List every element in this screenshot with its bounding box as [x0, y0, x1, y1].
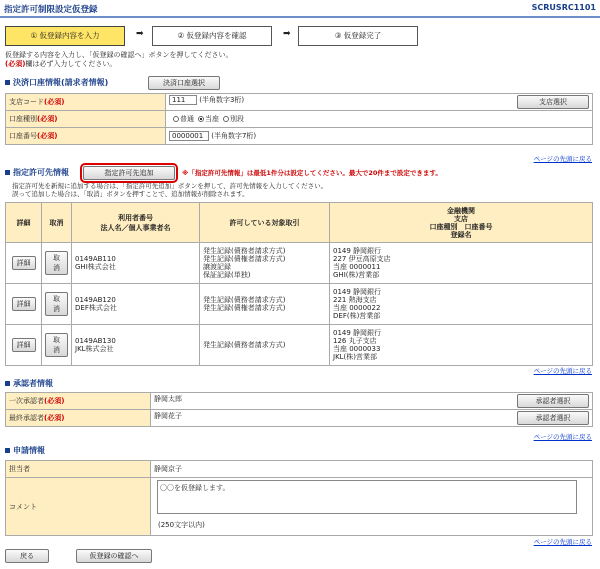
page-top-link[interactable]: ページの先頭に戻る	[533, 155, 592, 163]
detail-button[interactable]: 詳細	[12, 297, 36, 311]
confirm-button[interactable]: 仮登録の確認へ	[76, 549, 152, 563]
radio-futsu[interactable]	[173, 116, 179, 122]
page-top-link[interactable]: ページの先頭に戻る	[533, 538, 592, 546]
first-approver-value: 静岡太郎	[154, 395, 182, 403]
section-permit: 指定許可先情報	[5, 167, 69, 178]
section-settlement: 決済口座情報(請求者情報)	[5, 77, 108, 88]
section-approver: 承認者情報	[5, 378, 53, 389]
apply-table: 担当者 静岡京子 コメント	[5, 460, 593, 536]
permit-description: 指定許可先を新規に追加する場合は、「指定許可先追加」ボタンを押して、許可先情報を入力してください。 誤って追加した場合は、「取消」ボタンを押すことで、追加情報が削除されます。	[12, 182, 328, 198]
permit-warning: ※「指定許可先情報」は最低1件分は設定してください。最大で20件まで設定できます。	[182, 169, 442, 177]
back-button[interactable]: 戻る	[5, 549, 49, 563]
detail-button[interactable]: 詳細	[12, 338, 36, 352]
step-3: ③ 仮登録完了	[298, 26, 418, 46]
cancel-button[interactable]: 取消	[45, 333, 68, 357]
arrow-right-icon: ➡	[283, 29, 291, 39]
arrow-right-icon: ➡	[136, 29, 144, 39]
page-top-link[interactable]: ページの先頭に戻る	[533, 433, 592, 441]
settlement-table: 支店コード(必須) 111 (半角数字3桁) 支店選択 口座種別(必須) 普通 当座 別段 口座番号(必須) 0000001 (半角数字7桁)	[5, 93, 593, 145]
step-1: ① 仮登録内容を入力	[5, 26, 125, 46]
step-2: ② 仮登録内容を確認	[152, 26, 272, 46]
table-row: 詳細 取消 0149AB130 JKL株式会社 発生記録(債務者請求方式) 0149 静岡銀行 126 丸子支店 当座 0000033 JKL(株)営業部	[6, 325, 593, 366]
page-title: 指定許可制限設定仮登録	[4, 5, 98, 15]
table-row: 詳細 取消 0149AB120 DEF株式会社 発生記録(債務者請求方式) 発生記録(債権者請求方式) 0149 静岡銀行 221 熱海支店 当座 0000022 DEF(株)営業部	[6, 284, 593, 325]
person-value: 静岡京子	[151, 461, 593, 478]
comment-textarea[interactable]: 〇〇を仮登録します。	[157, 480, 577, 514]
screen-code: SCRUSRC1101	[531, 3, 596, 12]
radio-toza[interactable]	[198, 116, 204, 122]
detail-button[interactable]: 詳細	[12, 256, 36, 270]
cancel-button[interactable]: 取消	[45, 292, 68, 316]
final-approver-value: 静岡花子	[154, 412, 182, 420]
branch-code-input[interactable]: 111	[169, 95, 197, 105]
permit-table: 詳細 取消 利用者番号 法人名／個人事業者名 許可している対象取引 金融機関 支店 口座種別 口座番号 登録名 詳細 取消 0149AB110 GHI株式会社 発生記録(債務者請求方式) 発生記録(債権者請求方式) 譲渡記録 保証記録(単独) 0149 静岡銀行 227 伊豆高原支店 当座 0000011 GHI(株)営業部 詳細 取消 0149AB120 DEF株式会社 発生記録(債務者請求方式) 発生記録(債権者請求方式) 0149 静岡銀行 221 熱海支店 当座 0000022 DEF(株)営業部 詳細 取消 0149AB130 JKL株式会社 発生記録(債務者請求方式) 0149 静岡銀行 126 丸子支店 当座 0000033 JKL(株)営業部	[5, 202, 593, 366]
account-number-input[interactable]: 0000001	[169, 131, 209, 141]
radio-betsudan[interactable]	[223, 116, 229, 122]
final-approver-select-button[interactable]: 承認者選択	[517, 411, 589, 425]
select-account-button[interactable]: 決済口座選択	[148, 76, 220, 90]
approver-table: 一次承認者(必須) 静岡太郎 承認者選択 最終承認者(必須) 静岡花子 承認者選択	[5, 392, 593, 427]
comment-hint: (250文字以内)	[158, 521, 205, 529]
cancel-button[interactable]: 取消	[45, 251, 68, 275]
title-bar	[0, 0, 600, 18]
first-approver-select-button[interactable]: 承認者選択	[517, 394, 589, 408]
add-permit-button[interactable]: 指定許可先追加	[83, 166, 175, 180]
branch-select-button[interactable]: 支店選択	[517, 95, 589, 109]
page-top-link[interactable]: ページの先頭に戻る	[533, 367, 592, 375]
section-apply: 申請情報	[5, 445, 45, 456]
table-row: 詳細 取消 0149AB110 GHI株式会社 発生記録(債務者請求方式) 発生記録(債権者請求方式) 譲渡記録 保証記録(単独) 0149 静岡銀行 227 伊豆高原支店 当座 0000011 GHI(株)営業部	[6, 243, 593, 284]
intro-text: 仮登録する内容を入力し、「仮登録の確認へ」ボタンを押してください。 (必須)欄は必ず入力してください。	[5, 51, 233, 68]
